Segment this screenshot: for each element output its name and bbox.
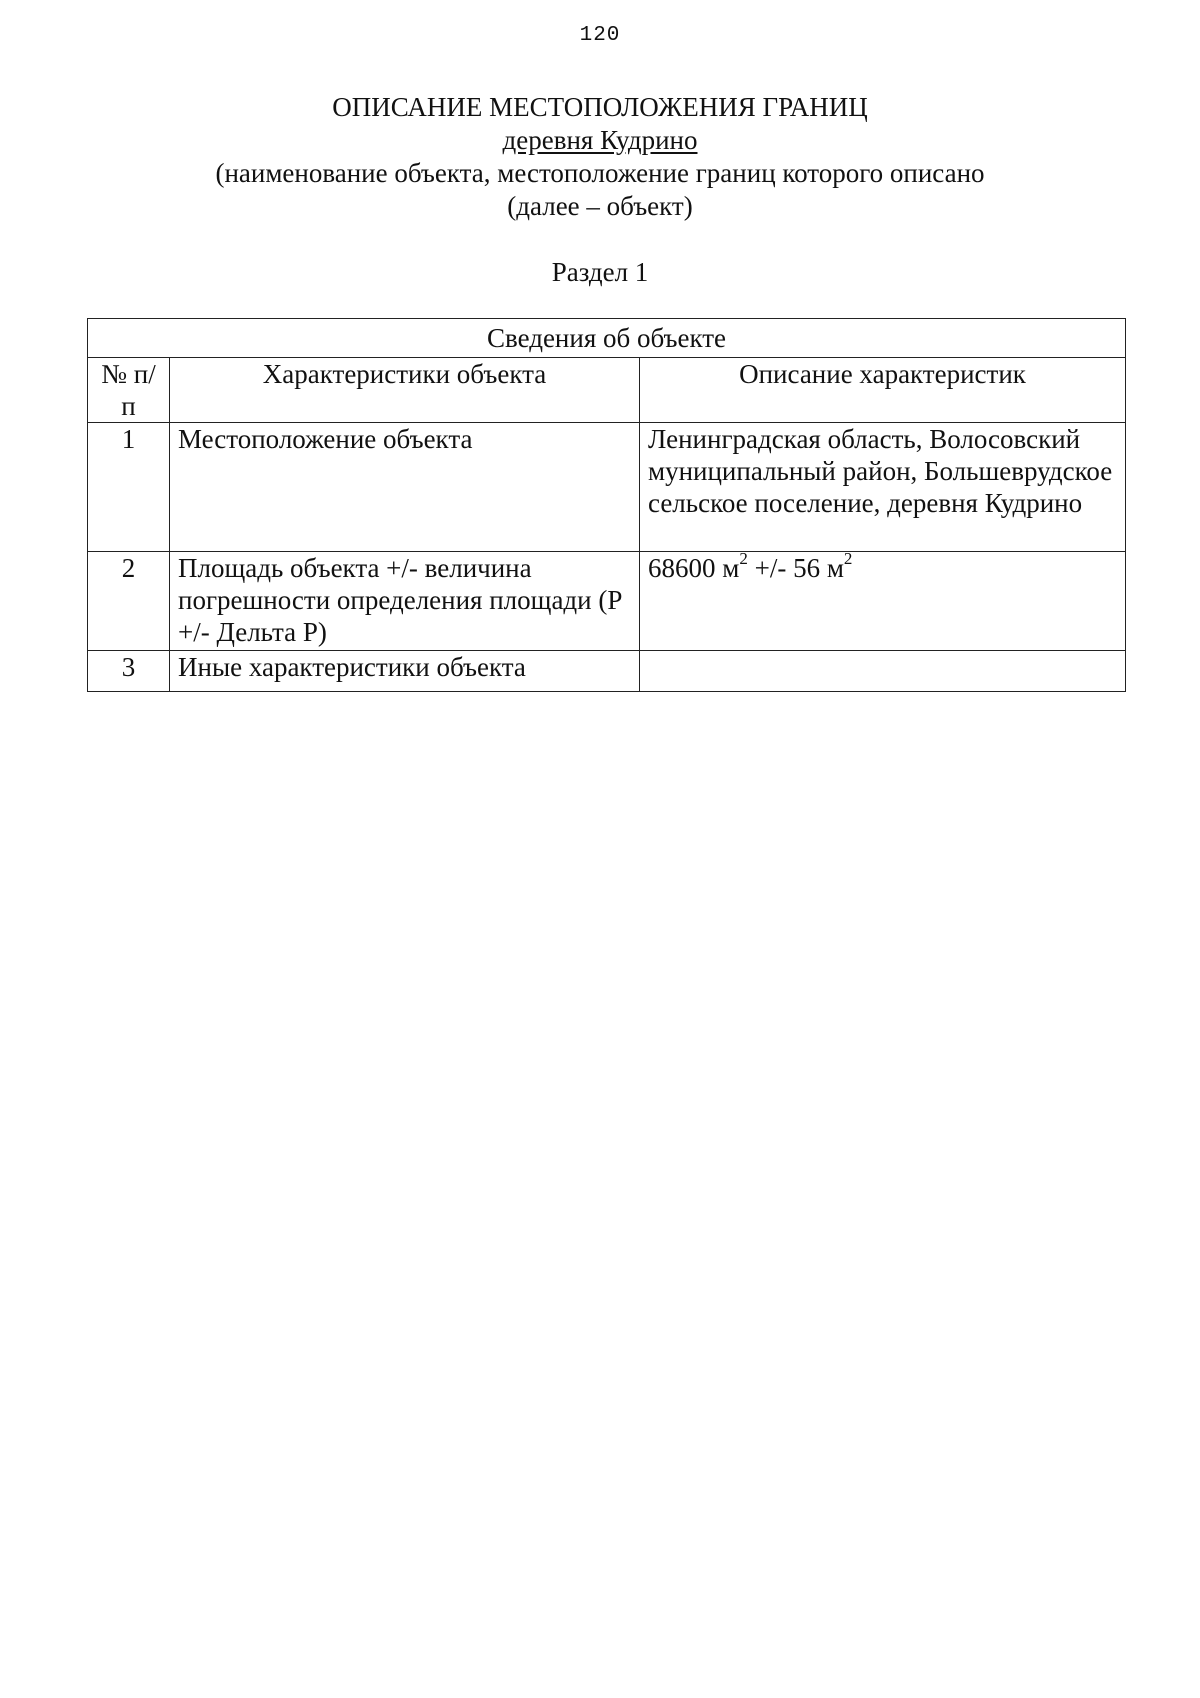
row-characteristic: Площадь объекта +/- величина погрешности определения площади (P +/- Дельта P) [170,552,640,651]
row-number: 2 [88,552,170,651]
row-description [640,651,1126,692]
object-name-note: (наименование объекта, местоположение границ которого описано [215,158,985,188]
table-row [88,552,1126,651]
row-characteristic: Иные характеристики объекта [170,651,640,692]
table-header-row [88,358,1126,423]
area-unit-exponent: 2 [739,549,748,568]
section-title: Раздел 1 [551,257,649,287]
column-header-num: № п/п [88,358,170,423]
column-header-characteristic: Характеристики объекта [170,358,640,423]
table-caption: Сведения об объекте [88,319,1126,358]
table-caption-row [88,319,1126,358]
document-title: ОПИСАНИЕ МЕСТОПОЛОЖЕНИЯ ГРАНИЦ [332,92,868,122]
object-name-note-continued: (далее – объект) [507,191,693,221]
column-header-description: Описание характеристик [640,358,1126,423]
row-description [640,549,1126,651]
row-description: Ленинградская область, Волосовский муниципальный район, Большеврудское сельское поселение, деревня Кудрино [640,423,1126,552]
row-characteristic: Местоположение объекта [170,423,640,552]
object-info-table [87,318,1126,692]
page-number: 120 [579,24,621,47]
tolerance-unit-exponent: 2 [843,549,853,568]
table-row [88,651,1126,692]
area-value: 68600 м [648,553,740,583]
object-name: деревня Кудрино [502,125,698,155]
table-row [88,423,1126,552]
area-tolerance: +/- 56 м [747,553,844,583]
row-number: 1 [88,423,170,552]
row-number: 3 [88,651,170,692]
